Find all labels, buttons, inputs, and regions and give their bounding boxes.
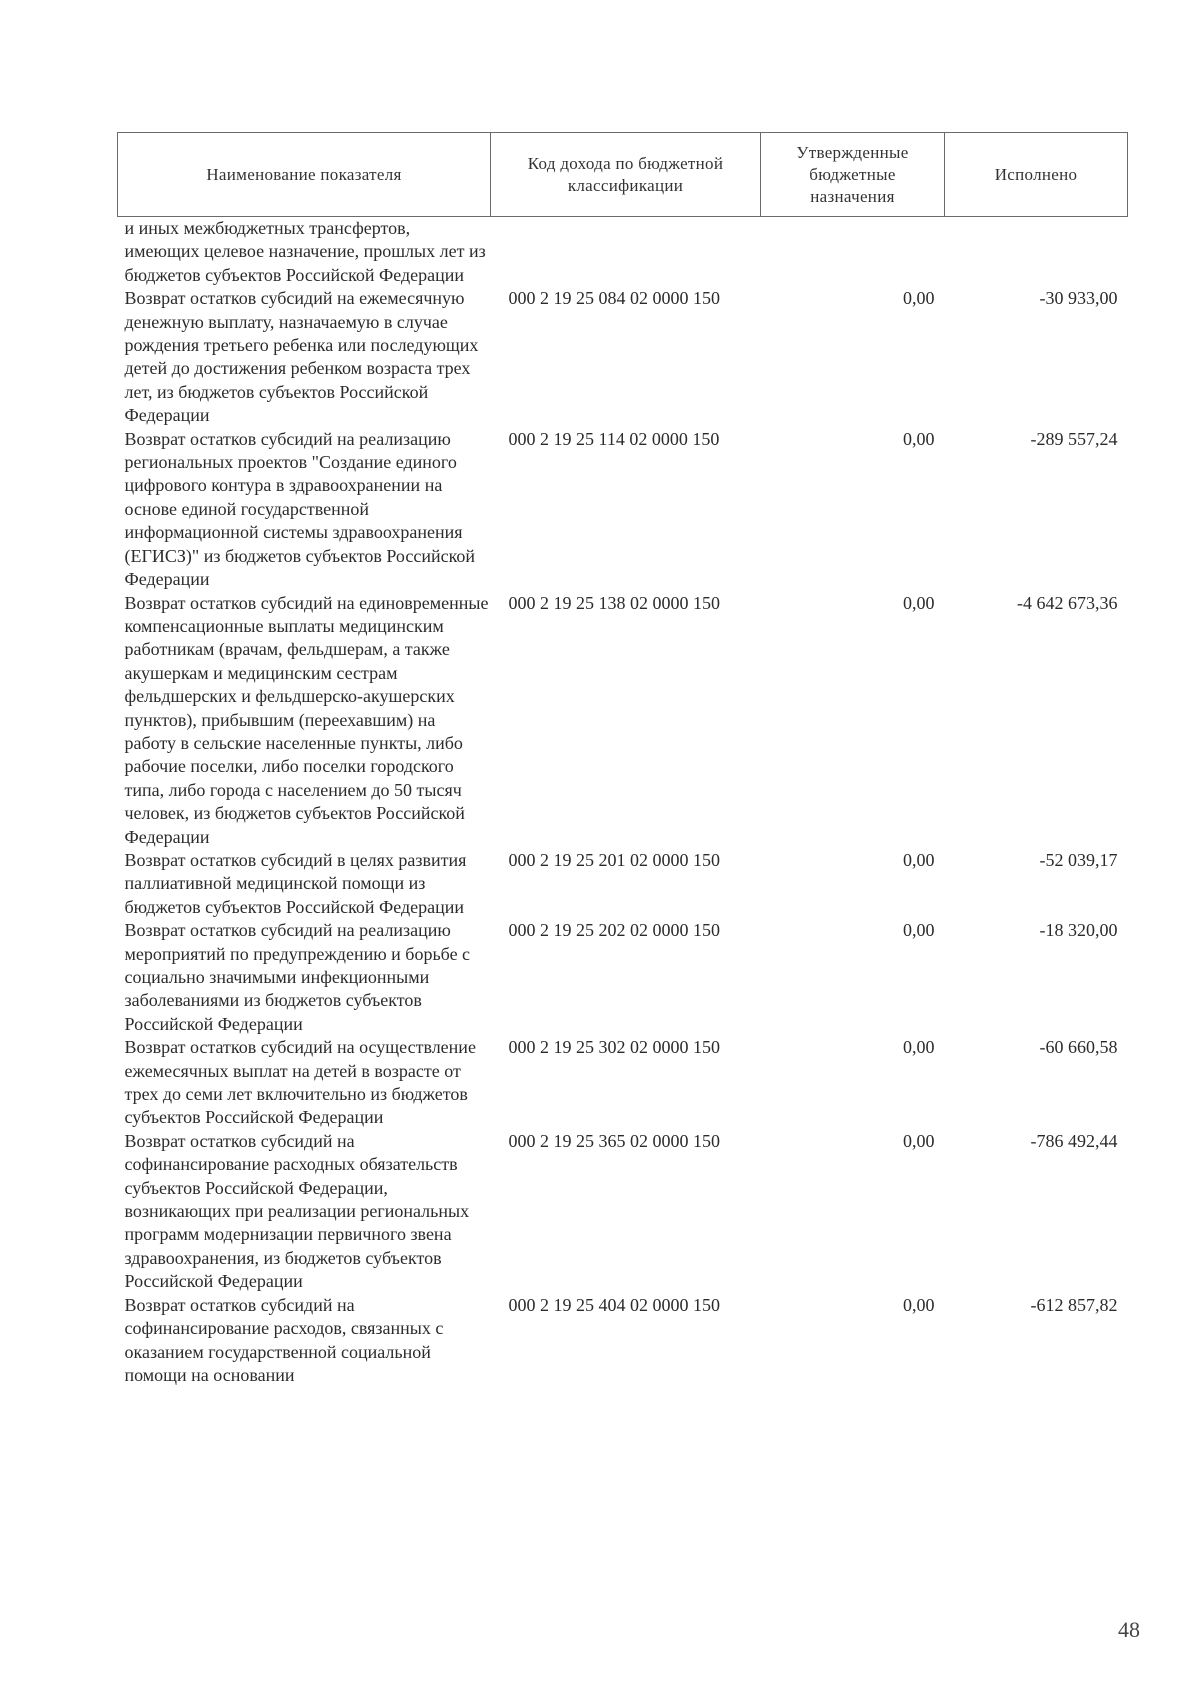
row-executed: -289 557,24 [1030, 428, 1118, 449]
row-indicator-name: Возврат остатков субсидий на ежемесячную денежную выплату, назначаемую в случае рождения третьего ребенка или последующих детей до достижения ребенком возраста трех лет, из бюджетов субъектов Российской Федерации [124, 288, 479, 426]
row-executed: -18 320,00 [1039, 920, 1118, 941]
table-row [118, 217, 1128, 288]
row-revenue-code: 000 2 19 25 365 02 0000 150 [508, 1130, 720, 1151]
row-indicator-name: Возврат остатков субсидий в целях развития паллиативной медицинской помощи из бюджетов субъектов Российской Федерации [124, 849, 467, 917]
page-number: 48 [1118, 1617, 1140, 1642]
row-executed: -52 039,17 [1039, 849, 1118, 870]
table-row [118, 592, 1128, 849]
row-executed: -612 857,82 [1030, 1294, 1118, 1315]
table-row [118, 919, 1128, 1036]
header-indicator-name: Наименование показателя [118, 133, 491, 217]
row-executed: -30 933,00 [1039, 288, 1118, 309]
row-indicator-name: Возврат остатков субсидий на реализацию мероприятий по предупреждению и борьбе с социально значимыми инфекционными заболеваниями из бюджетов субъектов Российской Федерации [124, 920, 471, 1034]
row-revenue-code [491, 217, 761, 288]
row-revenue-code: 000 2 19 25 404 02 0000 150 [508, 1294, 720, 1315]
row-indicator-name: Возврат остатков субсидий на осуществление ежемесячных выплат на детей в возрасте от трех до семи лет включительно из бюджетов субъектов Российской Федерации [124, 1037, 476, 1128]
row-approved-budget [761, 217, 945, 288]
row-indicator-name: и иных межбюджетных трансфертов, имеющих целевое назначение, прошлых лет из бюджетов субъектов Российской Федерации [124, 218, 486, 285]
table-header-row [118, 133, 1128, 217]
row-approved-budget: 0,00 [903, 288, 935, 309]
table-row [118, 287, 1128, 427]
budget-execution-table [117, 132, 1128, 1387]
row-approved-budget: 0,00 [903, 920, 935, 941]
table-row [118, 428, 1128, 592]
row-approved-budget: 0,00 [903, 428, 935, 449]
row-indicator-name: Возврат остатков субсидий на реализацию региональных проектов "Создание единого цифрового контура в здравоохранении на основе единой государственной информационной системы здравоохранения (ЕГИСЗ)" из бюджетов субъектов Российской Федерации [124, 428, 476, 590]
table-row [118, 1294, 1128, 1388]
table-row [118, 1130, 1128, 1294]
header-approved-budget: Утвержденные бюджетные назначения [761, 133, 945, 217]
row-executed: -4 642 673,36 [1017, 592, 1118, 613]
row-indicator-name: Возврат остатков субсидий на софинансирование расходных обязательств субъектов Российской Федерации, возникающих при реализации региональных программ модернизации первичного звена здравоохранения, из бюджетов субъектов Российской Федерации [124, 1130, 470, 1292]
row-executed [945, 217, 1128, 288]
header-revenue-code: Код дохода по бюджетной классификации [491, 133, 761, 217]
row-revenue-code: 000 2 19 25 302 02 0000 150 [508, 1037, 720, 1058]
row-approved-budget: 0,00 [903, 1037, 935, 1058]
row-executed: -60 660,58 [1039, 1037, 1118, 1058]
row-revenue-code: 000 2 19 25 114 02 0000 150 [508, 428, 720, 449]
row-revenue-code: 000 2 19 25 138 02 0000 150 [508, 592, 720, 613]
row-approved-budget: 0,00 [903, 1130, 935, 1151]
row-revenue-code: 000 2 19 25 084 02 0000 150 [508, 288, 720, 309]
header-executed: Исполнено [945, 133, 1128, 217]
row-executed: -786 492,44 [1030, 1130, 1118, 1151]
row-revenue-code: 000 2 19 25 202 02 0000 150 [508, 920, 720, 941]
row-indicator-name: Возврат остатков субсидий на единовременные компенсационные выплаты медицинским работникам (врачам, фельдшерам, а также акушеркам и медицинским сестрам фельдшерских и фельдшерско-акушерских пунктов), прибывшим (переехавшим) на работу в сельские населенные пункты, либо рабочие поселки, либо поселки городского типа, либо города с населением до 50 тысяч человек, из бюджетов субъектов Российской Федерации [124, 592, 489, 847]
row-indicator-name: Возврат остатков субсидий на софинансирование расходов, связанных с оказанием государственной социальной помощи на основании [124, 1294, 444, 1385]
row-approved-budget: 0,00 [903, 592, 935, 613]
row-approved-budget: 0,00 [903, 849, 935, 870]
table-row [118, 1036, 1128, 1130]
row-approved-budget: 0,00 [903, 1294, 935, 1315]
table-row [118, 849, 1128, 919]
row-revenue-code: 000 2 19 25 201 02 0000 150 [508, 849, 720, 870]
